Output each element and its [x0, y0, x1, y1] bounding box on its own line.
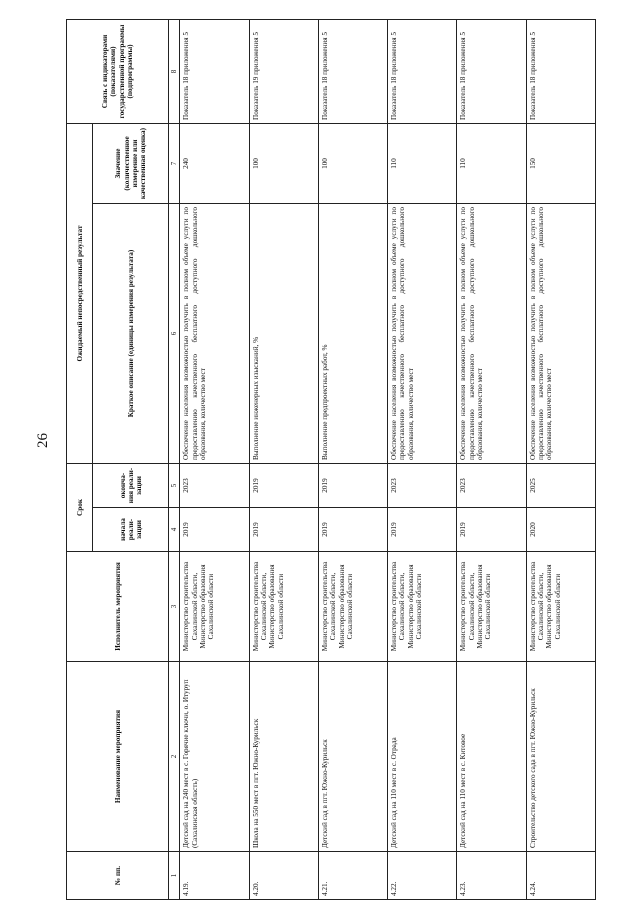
- cell-start: 2019: [180, 508, 249, 552]
- cell-value: 150: [526, 124, 595, 204]
- cell-desc: Обеспечение населения возможностью получить в полном объеме услуги по предоставлению качественного бесплатного доступного дошкольного образования, количество мест: [180, 204, 249, 464]
- cell-desc: Обеспечение населения возможностью получить в полном объеме услуги по предоставлению качественного бесплатного доступного дошкольного образования, количество мест: [388, 204, 457, 464]
- cell-start: 2020: [526, 508, 595, 552]
- cell-value: 100: [249, 124, 318, 204]
- cell-value: 110: [457, 124, 526, 204]
- cell-link: Показатель 18 приложения 5: [526, 20, 595, 124]
- cell-name: Детский сад на 110 мест в с. Отрада: [388, 662, 457, 852]
- rotated-table-container: [66, 20, 596, 900]
- cell-executor: Министерство строительства Сахалинской области, Министерство образования Сахалинской области: [457, 552, 526, 662]
- col-number: 2: [169, 662, 180, 852]
- cell-end: 2025: [526, 464, 595, 508]
- cell-value: 240: [180, 124, 249, 204]
- cell-value: 100: [318, 124, 387, 204]
- cell-start: 2019: [388, 508, 457, 552]
- cell-executor: Министерство строительства Сахалинской области, Министерство образования Сахалинской области: [318, 552, 387, 662]
- cell-end: 2023: [457, 464, 526, 508]
- cell-no: 4.19.: [180, 852, 249, 900]
- cell-executor: Министерство строительства Сахалинской области, Министерство образования Сахалинской области: [388, 552, 457, 662]
- cell-start: 2019: [318, 508, 387, 552]
- column-numbers-row: [169, 20, 180, 900]
- cell-name: Детский сад на 110 мест в с. Китовое: [457, 662, 526, 852]
- header-end: оконча-ния реали-зации: [93, 464, 169, 508]
- col-number: 4: [169, 508, 180, 552]
- cell-link: Показатель 18 приложения 5: [457, 20, 526, 124]
- cell-desc: Обеспечение населения возможностью получить в полном объеме услуги по предоставлению качественного бесплатного доступного дошкольного образования, количество мест: [526, 204, 595, 464]
- cell-no: 4.21.: [318, 852, 387, 900]
- cell-value: 110: [388, 124, 457, 204]
- cell-name: Школа на 550 мест в пгт. Южно-Курильск: [249, 662, 318, 852]
- cell-no: 4.23.: [457, 852, 526, 900]
- header-row-1: [67, 20, 93, 900]
- cell-end: 2019: [249, 464, 318, 508]
- cell-no: 4.20.: [249, 852, 318, 900]
- page-number: 26: [35, 433, 51, 448]
- cell-link: Показатель 18 приложения 5: [318, 20, 387, 124]
- events-table: [66, 19, 596, 900]
- cell-name: Детский сад на 240 мест в с. Горячие ключи, о. Итуруп (Сахалинская область): [180, 662, 249, 852]
- header-expected: Ожидаемый непосредственный результат: [67, 124, 93, 464]
- table-row: [249, 20, 318, 900]
- header-value: Значение (количественное измерение или качественная оценка): [93, 124, 169, 204]
- cell-link: Показатель 18 приложения 5: [180, 20, 249, 124]
- cell-desc: Выполнение предпроектных работ, %: [318, 204, 387, 464]
- cell-executor: Министерство строительства Сахалинской области, Министерство образования Сахалинской области: [526, 552, 595, 662]
- cell-name: Детский сад в пгт. Южно-Курильск: [318, 662, 387, 852]
- cell-link: Показатель 18 приложения 5: [388, 20, 457, 124]
- table-row: [457, 20, 526, 900]
- col-number: 3: [169, 552, 180, 662]
- header-name: Наименование мероприятия: [67, 662, 169, 852]
- cell-start: 2019: [457, 508, 526, 552]
- cell-end: 2023: [388, 464, 457, 508]
- table-row: [180, 20, 249, 900]
- cell-executor: Министерство строительства Сахалинской области, Министерство образования Сахалинской области: [249, 552, 318, 662]
- header-term: Срок: [67, 464, 93, 552]
- header-start: начала реали-зации: [93, 508, 169, 552]
- col-number: 6: [169, 204, 180, 464]
- cell-no: 4.24.: [526, 852, 595, 900]
- table-row: [318, 20, 387, 900]
- table-row: [388, 20, 457, 900]
- cell-name: Строительство детского сада в пгт. Южно-Курильск: [526, 662, 595, 852]
- cell-desc: Выполнение инженерных изысканий, %: [249, 204, 318, 464]
- cell-link: Показатель 19 приложения 5: [249, 20, 318, 124]
- col-number: 1: [169, 852, 180, 900]
- cell-desc: Обеспечение населения возможностью получить в полном объеме услуги по предоставлению качественного бесплатного доступного дошкольного образования, количество мест: [457, 204, 526, 464]
- cell-end: 2023: [180, 464, 249, 508]
- cell-start: 2019: [249, 508, 318, 552]
- cell-end: 2019: [318, 464, 387, 508]
- header-no: № пп.: [67, 852, 169, 900]
- header-desc: Краткое описание (единицы измерения результата): [93, 204, 169, 464]
- cell-executor: Министерство строительства Сахалинской области, Министерство образования Сахалинской области: [180, 552, 249, 662]
- header-link: Связь с индикаторами (показателями) государственной программы (подпрограммы): [67, 20, 169, 124]
- table-row: [526, 20, 595, 900]
- col-number: 7: [169, 124, 180, 204]
- col-number: 8: [169, 20, 180, 124]
- cell-no: 4.22.: [388, 852, 457, 900]
- col-number: 5: [169, 464, 180, 508]
- header-executor: Исполнитель мероприятия: [67, 552, 169, 662]
